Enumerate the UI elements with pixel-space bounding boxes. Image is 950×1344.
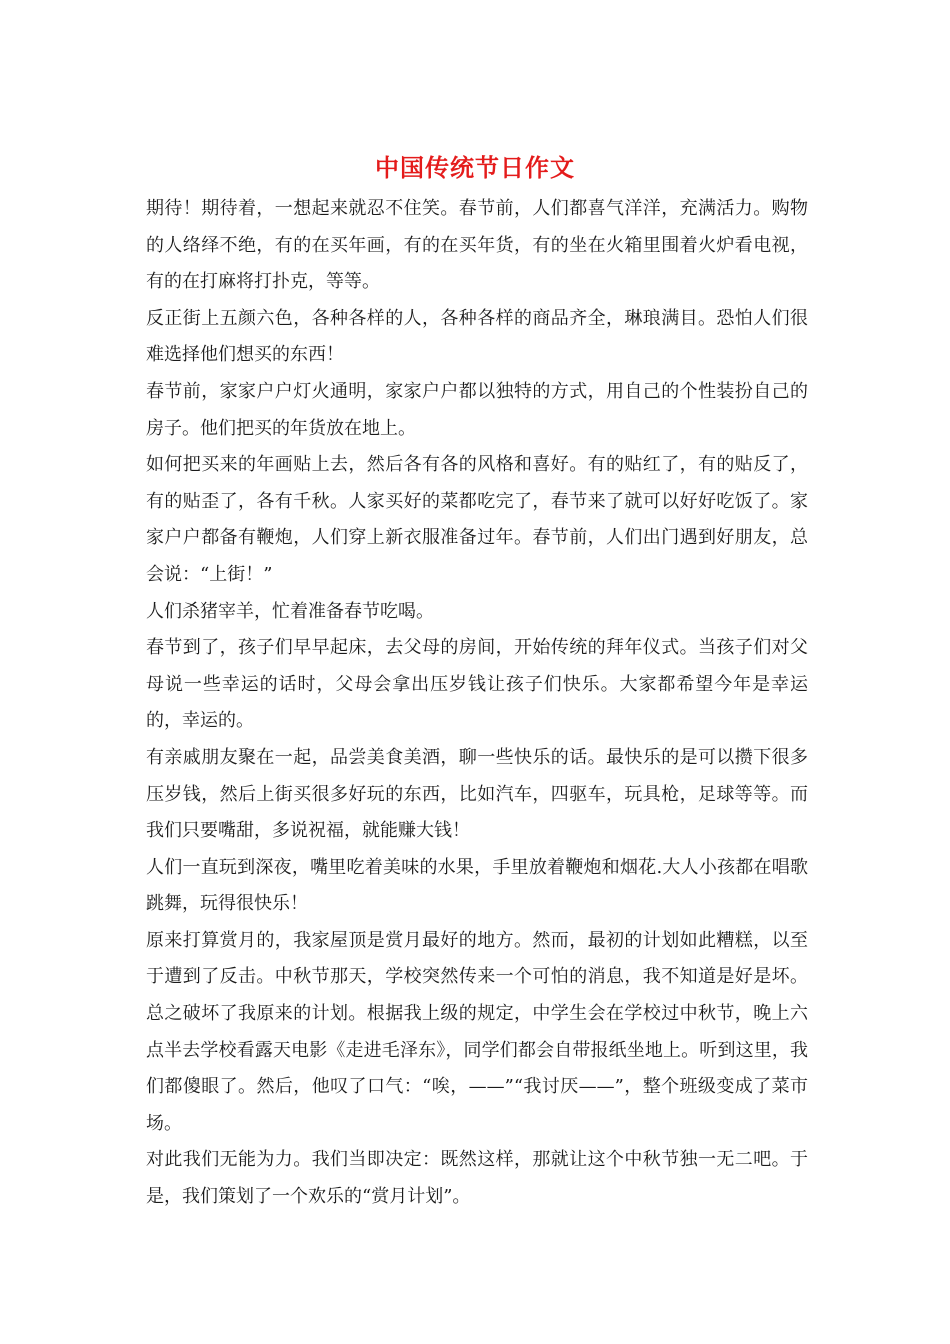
- paragraph: 期待！期待着，一想起来就忍不住笑。春节前，人们都喜气洋洋，充满活力。购物的人络绎不绝，有的在买年画，有的在买年货，有的坐在火箱里围着火炉看电视，有的在打麻将打扑克，等等。: [146, 198, 808, 293]
- paragraph: 春节到了，孩子们早早起床，去父母的房间，开始传统的拜年仪式。当孩子们对父母说一些幸运的话时，父母会拿出压岁钱让孩子们快乐。大家都希望今年是幸运的，幸运的。: [146, 637, 808, 732]
- paragraph: 对此我们无能为力。我们当即决定：既然这样，那就让这个中秋节独一无二吧。于是，我们策划了一个欢乐的“赏月计划”。: [146, 1149, 808, 1208]
- page-title: 中国传统节日作文: [375, 153, 575, 182]
- paragraph: 春节前，家家户户灯火通明，家家户户都以独特的方式，用自己的个性装扮自己的房子。他们把买的年货放在地上。: [146, 380, 808, 439]
- paragraph: 人们一直玩到深夜，嘴里吃着美味的水果，手里放着鞭炮和烟花.大人小孩都在唱歌跳舞，玩得很快乐！: [146, 856, 808, 915]
- paragraph: 如何把买来的年画贴上去，然后各有各的风格和喜好。有的贴红了，有的贴反了，有的贴歪了，各有千秋。人家买好的菜都吃完了，春节来了就可以好好吃饭了。家家户户都备有鞭炮，人们穿上新衣服准备过年。春节前，人们出门遇到好朋友，总会说：“上街！”: [146, 454, 808, 585]
- paragraph: 原来打算赏月的，我家屋顶是赏月最好的地方。然而，最初的计划如此糟糕，以至于遭到了反击。中秋节那天，学校突然传来一个可怕的消息，我不知道是好是坏。总之破坏了我原来的计划。根据我上级的规定，中学生会在学校过中秋节，晚上六点半去学校看露天电影《走进毛泽东》，同学们都会自带报纸坐地上。听到这里，我们都傻眼了。然后，他叹了口气：“唉，——”“我讨厌——”，整个班级变成了菜市场。: [146, 929, 808, 1134]
- paragraph: 人们杀猪宰羊，忙着准备春节吃喝。: [146, 600, 434, 622]
- paragraph: 有亲戚朋友聚在一起，品尝美食美酒，聊一些快乐的话。最快乐的是可以攒下很多压岁钱，然后上街买很多好玩的东西，比如汽车，四驱车，玩具枪，足球等等。而我们只要嘴甜，多说祝福，就能赚大钱！: [146, 746, 808, 842]
- essay-body: [146, 191, 808, 1216]
- paragraph: 反正街上五颜六色，各种各样的人，各种各样的商品齐全，琳琅满目。恐怕人们很难选择他们想买的东西！: [146, 307, 808, 366]
